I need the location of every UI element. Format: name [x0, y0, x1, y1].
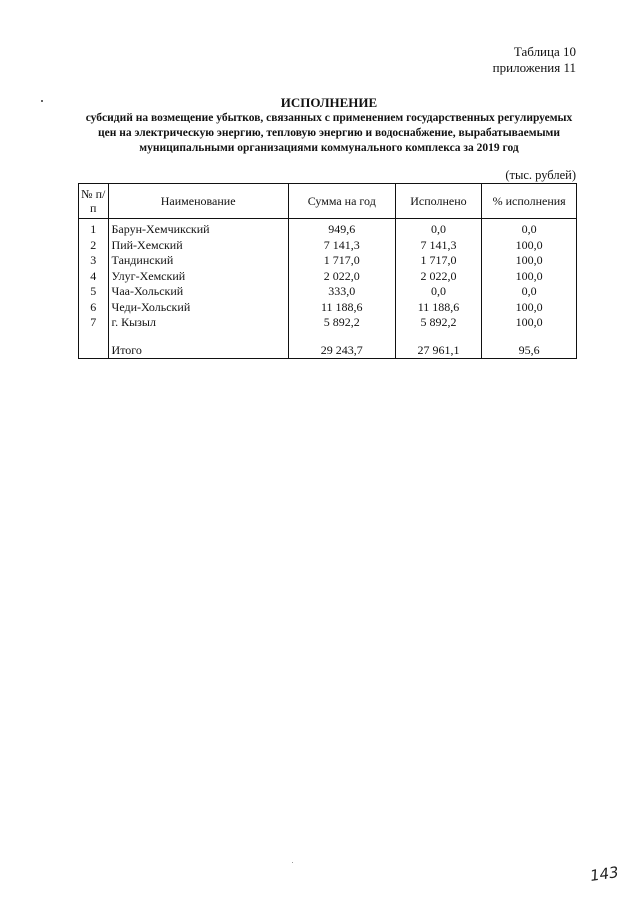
column-header-name: Наименование — [108, 184, 288, 219]
row-number: 2 — [79, 238, 109, 254]
row-percent: 0,0 — [482, 219, 577, 238]
row-annual-sum: 2 022,0 — [288, 269, 395, 285]
appendix-label: приложения 11 — [492, 60, 576, 75]
row-percent: 100,0 — [482, 315, 577, 331]
row-name: Барун-Хемчикский — [108, 219, 288, 238]
row-name: Улуг-Хемский — [108, 269, 288, 285]
units-label: (тыс. рублей) — [505, 168, 576, 182]
table-header-row — [79, 184, 577, 219]
table-row — [79, 300, 577, 316]
row-annual-sum: 333,0 — [288, 284, 395, 300]
row-percent: 0,0 — [482, 284, 577, 300]
row-annual-sum: 5 892,2 — [288, 315, 395, 331]
row-executed: 0,0 — [395, 284, 482, 300]
table-row — [79, 284, 577, 300]
table-reference — [493, 44, 576, 76]
row-executed: 2 022,0 — [395, 269, 482, 285]
row-number: 1 — [79, 219, 109, 238]
row-number: 6 — [79, 300, 109, 316]
table-row — [79, 219, 577, 238]
table-row — [79, 269, 577, 285]
row-name: Чеди-Хольский — [108, 300, 288, 316]
column-header-number: № п/п — [79, 184, 109, 219]
row-executed: 11 188,6 — [395, 300, 482, 316]
total-annual-sum: 29 243,7 — [288, 343, 395, 359]
row-number: 7 — [79, 315, 109, 331]
row-number: 5 — [79, 284, 109, 300]
scan-speck — [41, 100, 43, 102]
total-executed: 27 961,1 — [395, 343, 482, 359]
row-name: Чаа-Хольский — [108, 284, 288, 300]
table-spacer-row — [79, 331, 577, 343]
row-name: г. Кызыл — [108, 315, 288, 331]
row-name: Пий-Хемский — [108, 238, 288, 254]
row-percent: 100,0 — [482, 253, 577, 269]
total-label: Итого — [108, 343, 288, 359]
table-label: Таблица 10 — [513, 44, 576, 59]
row-annual-sum: 949,6 — [288, 219, 395, 238]
row-number: 3 — [79, 253, 109, 269]
execution-table — [78, 183, 577, 359]
total-percent: 95,6 — [482, 343, 577, 359]
table-row — [79, 253, 577, 269]
handwritten-page-number: 143 — [589, 863, 621, 885]
row-percent: 100,0 — [482, 300, 577, 316]
column-header-executed: Исполнено — [395, 184, 482, 219]
row-executed: 0,0 — [395, 219, 482, 238]
row-executed: 7 141,3 — [395, 238, 482, 254]
row-name: Тандинский — [108, 253, 288, 269]
row-executed: 1 717,0 — [395, 253, 482, 269]
scan-speck — [292, 862, 293, 863]
table-total-row — [79, 343, 577, 359]
document-title: ИСПОЛНЕНИЕ — [280, 95, 378, 110]
document-subtitle: субсидий на возмещение убытков, связанных с применением государственных регулируемых цен на электрическую энергию, тепловую энергию и водоснабжение, вырабатываемыми муниципальными организациями коммунального комплекса за 2019 год — [85, 112, 573, 154]
row-percent: 100,0 — [482, 269, 577, 285]
table-row — [79, 315, 577, 331]
row-annual-sum: 7 141,3 — [288, 238, 395, 254]
row-executed: 5 892,2 — [395, 315, 482, 331]
row-annual-sum: 1 717,0 — [288, 253, 395, 269]
table-row — [79, 238, 577, 254]
column-header-annual-sum: Сумма на год — [288, 184, 395, 219]
row-percent: 100,0 — [482, 238, 577, 254]
row-number: 4 — [79, 269, 109, 285]
column-header-percent: % исполнения — [482, 184, 577, 219]
row-annual-sum: 11 188,6 — [288, 300, 395, 316]
